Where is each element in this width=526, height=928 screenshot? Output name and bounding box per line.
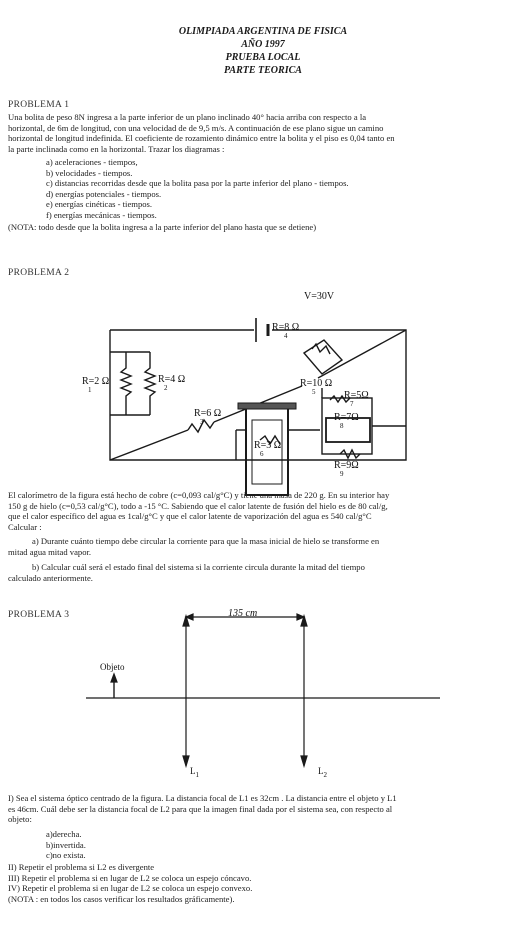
resistor-r1-label: R=2 Ω 1 bbox=[82, 376, 110, 394]
resistor-r5 bbox=[312, 344, 330, 354]
list-item: c) distancias recorridas desde que la bolita pasa por la parte inferior del plano - tiempos. bbox=[46, 178, 349, 189]
problem1-items bbox=[46, 157, 349, 221]
object-arrow-head bbox=[111, 674, 117, 682]
resistor-r2-label: R=4 Ω 2 bbox=[158, 374, 186, 392]
list-item: calculado anteriormente. bbox=[8, 572, 93, 583]
problem3-followups bbox=[8, 862, 518, 904]
problem3-line: objeto: bbox=[8, 814, 32, 825]
list-item: a) Durante cuánto tiempo debe circular la corriente para que la masa inicial de hielo se transforme en bbox=[32, 536, 380, 546]
calorimeter-outer bbox=[246, 407, 288, 495]
header-title: OLIMPIADA ARGENTINA DE FISICA bbox=[178, 26, 348, 37]
distance-arrow-left-head bbox=[186, 614, 193, 620]
voltage-label: V=30V bbox=[304, 291, 335, 302]
problem2-item-b bbox=[8, 562, 365, 583]
list-item: f) energías mecánicas - tiempos. bbox=[46, 209, 157, 220]
lens-l1-label: $L_1$ bbox=[190, 766, 199, 779]
resistor-r4-r5-box bbox=[304, 340, 342, 374]
problem3-title: PROBLEMA 3 bbox=[8, 610, 70, 620]
object-label: Objeto bbox=[100, 662, 125, 672]
calorimeter-inner bbox=[252, 420, 282, 484]
problem3-line: I) Sea el sistema óptico centrado de la figura. La distancia focal de L1 es 32cm . La distancia entre el objeto y L1 bbox=[8, 793, 397, 803]
resistor-r1 bbox=[121, 352, 131, 415]
problem2-statement bbox=[8, 490, 518, 532]
problem3-line: es 46cm. Cuál debe ser la distancia focal de L2 para que la imagen final dada por el sistema sea, con respecto al bbox=[8, 803, 393, 814]
lens-l2-top-arrow bbox=[301, 616, 307, 626]
wire-diagonal-lower bbox=[110, 430, 188, 460]
resistor-r2 bbox=[145, 352, 155, 415]
list-item: (NOTA : en todos los casos verificar los resultados gráficamente). bbox=[8, 893, 235, 904]
list-item: d) energías potenciales - tiempos. bbox=[46, 188, 162, 199]
list-item: a)derecha. bbox=[46, 829, 82, 839]
list-item: b) velocidades - tiempos. bbox=[46, 167, 133, 178]
header-year: AÑO 1997 bbox=[241, 39, 285, 50]
list-item: IV) Repetir el problema si en lugar de L2 se coloca un espejo convexo. bbox=[8, 883, 253, 894]
resistor-r7-label: R=5Ω 7 bbox=[344, 390, 369, 408]
distance-arrow-right-head bbox=[297, 614, 304, 620]
problem1-line: la parte inclinada como en la horizontal. Trazar los diagramas : bbox=[8, 143, 225, 154]
header-part: PARTE TEORICA bbox=[224, 65, 302, 76]
problem2-line: que el calor específico del agua es 1cal/g°C y que el calor latente de vaporización del agua es 540 cal/g°C bbox=[8, 511, 372, 522]
problem2-title: PROBLEMA 2 bbox=[8, 268, 70, 278]
list-item: b)invertida. bbox=[46, 839, 86, 850]
problem1-statement bbox=[8, 112, 518, 154]
resistor-r9 bbox=[340, 450, 360, 458]
problem1-line: horizontal de longitud indefinida. El coeficiente de rozamiento dinámico entre la bolita y el piso es 0,04 tanto en bbox=[8, 133, 395, 144]
lens-l1-top-arrow bbox=[183, 616, 189, 626]
list-item: mitad agua mitad vapor. bbox=[8, 546, 92, 557]
parallel-network-box bbox=[322, 398, 372, 454]
problem3-items bbox=[46, 829, 86, 861]
list-item: III) Repetir el problema si en lugar de L2 se coloca un espejo cóncavo. bbox=[8, 872, 252, 883]
problem2-line: Calcular : bbox=[8, 521, 42, 532]
problem2-item-a bbox=[8, 536, 380, 557]
resistor-r8-label: R=7Ω 8 bbox=[334, 412, 359, 430]
resistor-r4-label: R=8 Ω 4 bbox=[272, 322, 300, 340]
problem1-title: PROBLEMA 1 bbox=[8, 100, 70, 110]
problem1-line: Una bolita de peso 8N ingresa a la parte inferior de un plano inclinado 40° hacia arriba con respecto a la bbox=[8, 112, 367, 122]
calorimeter-lid bbox=[238, 403, 296, 409]
resistor-r6-label: R=3 Ω 6 bbox=[254, 440, 282, 458]
header-test: PRUEBA LOCAL bbox=[225, 52, 301, 63]
list-item: II) Repetir el problema si L2 es divergente bbox=[8, 862, 155, 872]
resistor-r3-label: R=6 Ω 3 bbox=[194, 408, 222, 426]
resistor-r5-label: R=10 Ω 5 bbox=[300, 378, 333, 396]
problem2-line: El calorímetro de la figura está hecho de cobre (c=0,093 cal/g°C) y tiene una masa de 220 g. En su interior hay bbox=[8, 490, 390, 500]
distance-label: 135 cm bbox=[228, 608, 258, 619]
problem2-line: 150 g de hielo (c=0,53 cal/g°C), todo a -15 °C. Sabiendo que el calor latente de fusión del hielo es de 80 cal/g, bbox=[8, 500, 388, 511]
problem1-note: (NOTA: todo desde que la bolita ingresa a la parte inferior del plano hasta que se detiene) bbox=[8, 222, 317, 232]
lens-l2-bottom-arrow bbox=[301, 756, 307, 766]
problem3-statement bbox=[8, 793, 518, 825]
resistor-r9-label: R=9Ω 9 bbox=[334, 460, 359, 478]
list-item: a) aceleraciones - tiempos, bbox=[46, 157, 138, 167]
problem1-line: horizontal, de 6m de longitud, con una velocidad de de 9,5 m/s. A continuación de ese plano sigue un camino bbox=[8, 122, 384, 133]
lens-l1-bottom-arrow bbox=[183, 756, 189, 766]
list-item: b) Calcular cuál será el estado final del sistema si la corriente circula durante la mitad del tiempo bbox=[32, 562, 365, 572]
list-item: c)no exista. bbox=[46, 850, 86, 861]
list-item: e) energías cinéticas - tiempos. bbox=[46, 199, 153, 210]
wire-diagonal-upper bbox=[318, 330, 406, 378]
wire-diagonal-mid bbox=[214, 386, 302, 422]
lens-l2-label: $L_2$ bbox=[318, 766, 327, 779]
